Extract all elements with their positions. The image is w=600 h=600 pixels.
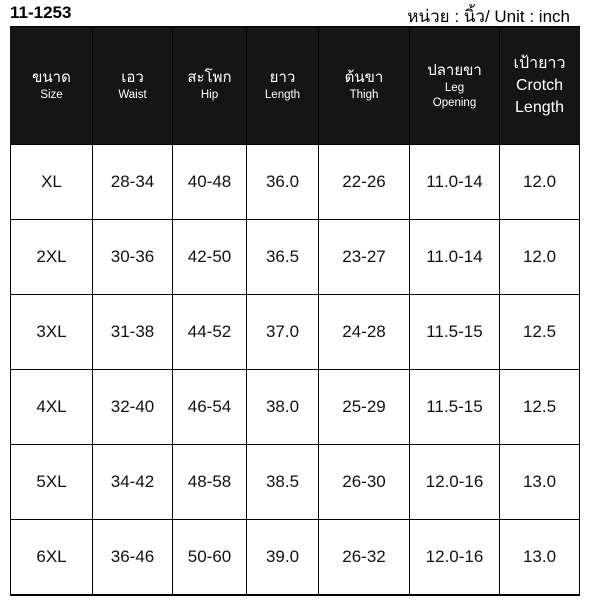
cell-size: XL: [11, 145, 93, 220]
header-thigh-thai: ต้นขา: [344, 69, 384, 86]
cell-size: 3XL: [11, 295, 93, 370]
header-leg-opening-thai: ปลายขา: [427, 61, 482, 79]
size-chart-table: [10, 26, 580, 596]
cell-hip: 50-60: [173, 520, 247, 596]
header-leg-opening-en: Leg: [444, 81, 465, 94]
table-row: [11, 445, 580, 520]
cell-waist: 30-36: [93, 220, 173, 295]
cell-leg-opening: 11.0-14: [410, 145, 500, 220]
table-row: [11, 520, 580, 596]
cell-waist: 36-46: [93, 520, 173, 596]
cell-hip: 40-48: [173, 145, 247, 220]
cell-hip: 46-54: [173, 370, 247, 445]
cell-leg-opening: 11.0-14: [410, 220, 500, 295]
cell-leg-opening: 12.0-16: [410, 445, 500, 520]
cell-crotch-length: 13.0: [500, 445, 580, 520]
cell-size: 2XL: [11, 220, 93, 295]
header-crotch-length-thai: เป้ายาว: [513, 54, 566, 72]
cell-length: 36.0: [247, 145, 319, 220]
cell-waist: 32-40: [93, 370, 173, 445]
header-hip: [173, 27, 247, 145]
product-code: 11-1253: [10, 3, 72, 22]
header-crotch-length: [500, 27, 580, 145]
cell-crotch-length: 12.5: [500, 370, 580, 445]
cell-thigh: 26-30: [319, 445, 410, 520]
cell-leg-opening: 12.0-16: [410, 520, 500, 596]
cell-length: 39.0: [247, 520, 319, 596]
cell-thigh: 23-27: [319, 220, 410, 295]
cell-thigh: 22-26: [319, 145, 410, 220]
cell-thigh: 24-28: [319, 295, 410, 370]
header-waist-thai: เอว: [121, 69, 144, 86]
header-size-en: Size: [40, 89, 63, 101]
cell-waist: 31-38: [93, 295, 173, 370]
cell-hip: 44-52: [173, 295, 247, 370]
table-row: [11, 295, 580, 370]
header-length-thai: ยาว: [269, 69, 296, 86]
header-hip-thai: สะโพก: [187, 69, 232, 86]
header-crotch-length-en2: Length: [515, 98, 564, 116]
header-size: [11, 27, 93, 145]
cell-waist: 34-42: [93, 445, 173, 520]
cell-crotch-length: 12.0: [500, 145, 580, 220]
cell-thigh: 26-32: [319, 520, 410, 596]
header-thigh: [319, 27, 410, 145]
header-leg-opening-en2: Opening: [432, 96, 477, 109]
cell-crotch-length: 12.0: [500, 220, 580, 295]
header-waist: [93, 27, 173, 145]
table-row: [11, 220, 580, 295]
cell-thigh: 25-29: [319, 370, 410, 445]
header-length: [247, 27, 319, 145]
header-leg-opening: [410, 27, 500, 145]
header-size-thai: ขนาด: [32, 69, 71, 86]
unit-label: หน่วย : นิ้ว/ Unit : inch: [407, 7, 570, 26]
table-body: [11, 145, 580, 596]
cell-length: 36.5: [247, 220, 319, 295]
header-hip-en: Hip: [200, 89, 219, 101]
cell-hip: 42-50: [173, 220, 247, 295]
table-row: [11, 145, 580, 220]
cell-hip: 48-58: [173, 445, 247, 520]
table-row: [11, 370, 580, 445]
header-waist-en: Waist: [118, 89, 147, 101]
cell-size: 6XL: [11, 520, 93, 596]
cell-crotch-length: 13.0: [500, 520, 580, 596]
cell-leg-opening: 11.5-15: [410, 370, 500, 445]
header-thigh-en: Thigh: [349, 89, 379, 101]
cell-length: 38.0: [247, 370, 319, 445]
header-crotch-length-en: Crotch: [515, 76, 564, 94]
header-length-en: Length: [264, 89, 301, 101]
header-row: [11, 27, 580, 145]
cell-waist: 28-34: [93, 145, 173, 220]
cell-length: 38.5: [247, 445, 319, 520]
cell-size: 5XL: [11, 445, 93, 520]
cell-crotch-length: 12.5: [500, 295, 580, 370]
cell-size: 4XL: [11, 370, 93, 445]
table-header: [11, 27, 580, 145]
cell-leg-opening: 11.5-15: [410, 295, 500, 370]
cell-length: 37.0: [247, 295, 319, 370]
